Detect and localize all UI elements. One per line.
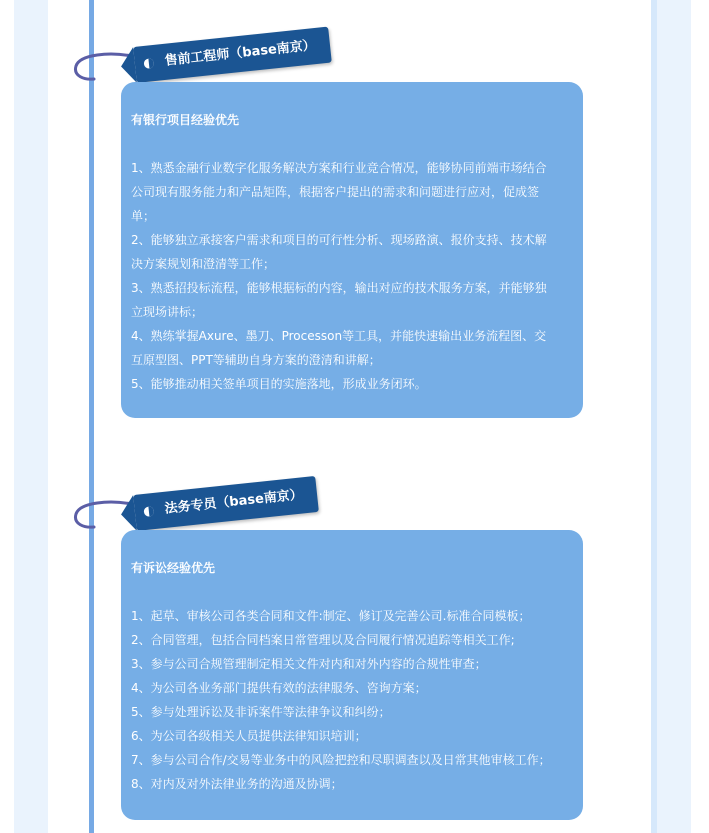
job-title: 售前工程师（base南京） — [163, 38, 317, 69]
job-duty-line: 3、参与公司合规管理制定相关文件对内和对外内容的合规性审查； — [131, 657, 487, 671]
job-tag-legal — [133, 476, 318, 531]
job-duty-line: 互原型图、PPT等辅助自身方案的澄清和讲解； — [131, 353, 381, 367]
left-background-band — [14, 0, 48, 833]
job-duty-line: 立现场讲标； — [131, 305, 204, 319]
job-duty-line: 2、合同管理，包括合同档案日常管理以及合同履行情况追踪等相关工作; — [131, 633, 515, 647]
job-card-legal — [121, 530, 583, 820]
job-subtitle: 有银行项目经验优先 — [131, 113, 240, 127]
job-duty-line: 1、熟悉金融行业数字化服务解决方案和行业竞合情况，能够协同前端市场结合 — [131, 161, 547, 175]
job-duty-line: 单； — [131, 209, 156, 223]
tag-hole-icon — [143, 58, 154, 69]
right-background-band — [657, 0, 691, 833]
job-duty-line: 6、为公司各级相关人员提供法律知识培训； — [131, 729, 367, 743]
job-tag-presales — [133, 27, 331, 83]
job-subtitle: 有诉讼经验优先 — [131, 561, 216, 575]
job-duty-line: 5、能够推动相关签单项目的实施落地，形成业务闭环。 — [131, 377, 427, 391]
job-duty-line: 2、能够独立承接客户需求和项目的可行性分析、现场路演、报价支持、技术解 — [131, 233, 547, 247]
job-duty-line: 3、熟悉招投标流程，能够根据标的内容，输出对应的技术服务方案，并能够独 — [131, 281, 547, 295]
job-duty-line: 8、对内及对外法律业务的沟通及协调； — [131, 777, 343, 791]
timeline-line — [89, 0, 94, 833]
job-duty-line: 7、参与公司合作/交易等业务中的风险把控和尽职调查以及日常其他审核工作； — [131, 753, 551, 767]
job-duty-line: 4、为公司各业务部门提供有效的法律服务、咨询方案； — [131, 681, 427, 695]
job-duty-line: 4、熟练掌握Axure、墨刀、Processon等工具，并能快速输出业务流程图、交 — [131, 329, 547, 343]
job-title: 法务专员（base南京） — [163, 487, 304, 517]
job-duty-line: 5、参与处理诉讼及非诉案件等法律争议和纠纷； — [131, 705, 391, 719]
job-duty-line: 决方案规划和澄清等工作； — [131, 257, 276, 271]
tag-hole-icon — [143, 506, 154, 517]
job-card-presales — [121, 82, 583, 418]
job-duty-line: 1、起草、审核公司各类合同和文件:制定、修订及完善公司.标准合同模板； — [131, 609, 531, 623]
job-duty-line: 公司现有服务能力和产品矩阵，根据客户提出的需求和问题进行应对，促成签 — [131, 185, 540, 199]
